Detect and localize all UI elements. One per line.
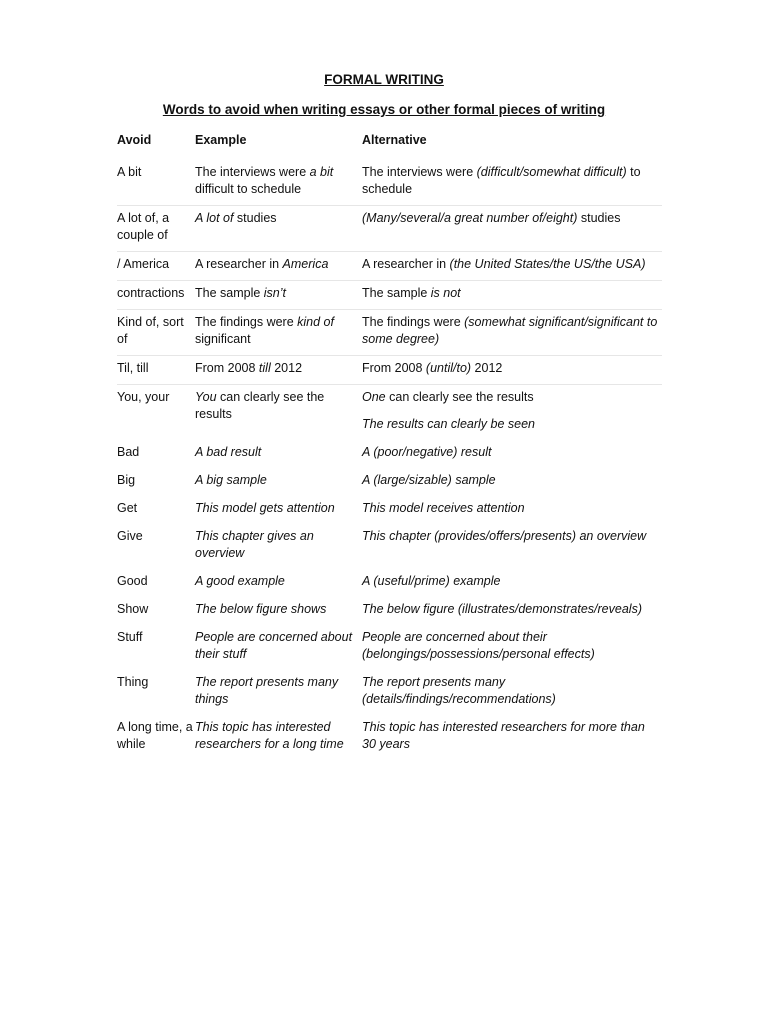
table-row xyxy=(117,569,662,597)
alternative-text: The below figure (illustrates/demonstrates/reveals) xyxy=(362,602,642,616)
alternative-text: (until/to) xyxy=(425,361,472,375)
alternative-text: is not xyxy=(430,286,461,300)
alternative-text: 2012 xyxy=(471,361,503,375)
example-cell xyxy=(195,468,362,496)
alternative-text: A (useful/prime) example xyxy=(362,574,501,588)
example-text: A good example xyxy=(195,574,285,588)
alternative-line xyxy=(362,528,662,545)
example-cell xyxy=(195,310,362,356)
header-example: Example xyxy=(195,133,247,147)
alternative-text: The results can clearly be seen xyxy=(362,417,536,431)
table-row xyxy=(117,356,662,385)
example-cell xyxy=(195,670,362,715)
alternative-line xyxy=(362,573,662,590)
table-row xyxy=(117,252,662,281)
table-row xyxy=(117,160,662,206)
avoid-cell: contractions xyxy=(117,281,195,310)
example-text: A lot of xyxy=(195,211,234,225)
example-text: A bad result xyxy=(195,445,262,459)
alternative-line xyxy=(362,472,662,489)
alternative-cell xyxy=(362,524,662,569)
alternative-line xyxy=(362,416,662,433)
example-text: The sample xyxy=(195,286,264,300)
alternative-line xyxy=(362,601,662,618)
example-text: studies xyxy=(233,211,277,225)
example-text: 2012 xyxy=(270,361,303,375)
alternative-text: The sample xyxy=(362,286,431,300)
alternative-text: (the United States/the US/the USA) xyxy=(449,257,646,271)
alternative-text: A (poor/negative) result xyxy=(362,445,492,459)
alternative-line xyxy=(362,256,662,273)
alternative-cell xyxy=(362,670,662,715)
example-text: significant xyxy=(195,332,251,346)
alternative-text: People are concerned about their (belongings/possessions/personal effects) xyxy=(362,630,595,661)
avoid-cell: Stuff xyxy=(117,630,143,644)
alternative-text: studies xyxy=(577,211,621,225)
alternative-text: The report presents many (details/findings/recommendations) xyxy=(362,675,556,706)
alternative-cell xyxy=(362,206,662,252)
avoid-cell: A bit xyxy=(117,160,195,206)
avoid-cell: A long time, a while xyxy=(117,720,193,751)
alternative-text: (somewhat significant/significant to some degree) xyxy=(362,315,658,346)
alternative-line xyxy=(362,164,662,198)
example-cell xyxy=(195,569,362,597)
page-subtitle: Words to avoid when writing essays or other formal pieces of writing xyxy=(162,102,606,117)
alternative-line xyxy=(362,444,662,461)
alternative-cell xyxy=(362,468,662,496)
example-text: The interviews were xyxy=(195,165,310,179)
table-row xyxy=(117,385,662,441)
alternative-text: This chapter (provides/offers/presents) an overview xyxy=(362,529,647,543)
alternative-text: (Many/several/a great number of/eight) xyxy=(362,211,578,225)
table-row xyxy=(117,440,662,468)
alternative-cell xyxy=(362,252,662,281)
alternative-text: The interviews were xyxy=(362,165,477,179)
alternative-text: This model receives attention xyxy=(362,501,525,515)
alternative-cell xyxy=(362,385,662,441)
alternative-line xyxy=(362,719,662,753)
avoid-cell: Show xyxy=(117,602,149,616)
alternative-cell xyxy=(362,715,662,760)
example-cell xyxy=(195,496,362,524)
avoid-cell: Til, till xyxy=(117,356,195,385)
alternative-text: One xyxy=(362,390,386,404)
table-row xyxy=(117,625,662,670)
example-text: America xyxy=(282,257,329,271)
table-row xyxy=(117,597,662,625)
example-text: can clearly see the results xyxy=(195,390,325,421)
example-text: a bit xyxy=(309,165,334,179)
table-body xyxy=(117,160,662,760)
example-text: This chapter gives an overview xyxy=(195,529,314,560)
table-row xyxy=(117,310,662,356)
alternative-line xyxy=(362,314,662,348)
example-cell xyxy=(195,356,362,385)
alternative-cell xyxy=(362,625,662,670)
alternative-text: From 2008 xyxy=(362,361,426,375)
page-title: FORMAL WRITING xyxy=(324,72,444,87)
example-text: The below figure shows xyxy=(195,602,327,616)
example-cell xyxy=(195,524,362,569)
alternative-line xyxy=(362,674,662,708)
alternative-line xyxy=(362,389,662,406)
example-text: From 2008 xyxy=(195,361,259,375)
alternative-cell xyxy=(362,281,662,310)
avoid-cell: Get xyxy=(117,501,138,515)
alternative-line xyxy=(362,285,662,302)
example-cell xyxy=(195,440,362,468)
example-cell xyxy=(195,625,362,670)
avoid-cell: Good xyxy=(117,574,148,588)
example-cell xyxy=(195,715,362,760)
table-row xyxy=(117,468,662,496)
table-row xyxy=(117,524,662,569)
table-row xyxy=(117,206,662,252)
alternative-cell xyxy=(362,356,662,385)
alternative-cell xyxy=(362,496,662,524)
words-to-avoid-table xyxy=(117,128,662,760)
header-avoid: Avoid xyxy=(117,133,152,147)
table-row xyxy=(117,496,662,524)
example-cell xyxy=(195,160,362,206)
alternative-text: can clearly see the results xyxy=(385,390,534,404)
table-header-row xyxy=(117,128,662,160)
alternative-text: A (large/sizable) sample xyxy=(362,473,496,487)
example-text: isn’t xyxy=(263,286,287,300)
alternative-text: (difficult/somewhat difficult) xyxy=(476,165,627,179)
alternative-text: The findings were xyxy=(362,315,465,329)
alternative-text: A researcher in xyxy=(362,257,450,271)
example-text: This model gets attention xyxy=(195,501,335,515)
alternative-cell xyxy=(362,160,662,206)
alternative-cell xyxy=(362,597,662,625)
alternative-line xyxy=(362,360,662,377)
example-text: You xyxy=(195,390,217,404)
table-row xyxy=(117,281,662,310)
alternative-line xyxy=(362,629,662,663)
avoid-cell: Thing xyxy=(117,675,149,689)
alternative-text: to schedule xyxy=(362,165,641,196)
example-text: A researcher in xyxy=(195,257,283,271)
avoid-cell: A lot of, a couple of xyxy=(117,206,195,252)
alternative-line xyxy=(362,210,662,227)
example-text: People are concerned about their stuff xyxy=(195,630,353,661)
alternative-cell xyxy=(362,310,662,356)
example-text: till xyxy=(258,361,271,375)
avoid-cell: You, your xyxy=(117,390,170,404)
example-text: This topic has interested researchers for a long time xyxy=(195,720,344,751)
avoid-cell: Give xyxy=(117,529,143,543)
example-cell xyxy=(195,597,362,625)
example-text: The findings were xyxy=(195,315,298,329)
table-row xyxy=(117,715,662,760)
alternative-text: This topic has interested researchers for more than 30 years xyxy=(362,720,645,751)
header-alternative: Alternative xyxy=(362,133,427,147)
example-cell xyxy=(195,281,362,310)
example-cell xyxy=(195,206,362,252)
example-cell xyxy=(195,385,362,441)
example-text: A big sample xyxy=(195,473,267,487)
avoid-cell: Bad xyxy=(117,445,140,459)
alternative-line xyxy=(362,500,662,517)
alternative-cell xyxy=(362,569,662,597)
alternative-cell xyxy=(362,440,662,468)
example-text: kind of xyxy=(297,315,334,329)
example-cell xyxy=(195,252,362,281)
example-text: The report presents many things xyxy=(195,675,339,706)
avoid-cell: / America xyxy=(117,252,195,281)
example-text: difficult to schedule xyxy=(195,182,302,196)
table-row xyxy=(117,670,662,715)
avoid-cell: Kind of, sort of xyxy=(117,310,195,356)
avoid-cell: Big xyxy=(117,473,136,487)
